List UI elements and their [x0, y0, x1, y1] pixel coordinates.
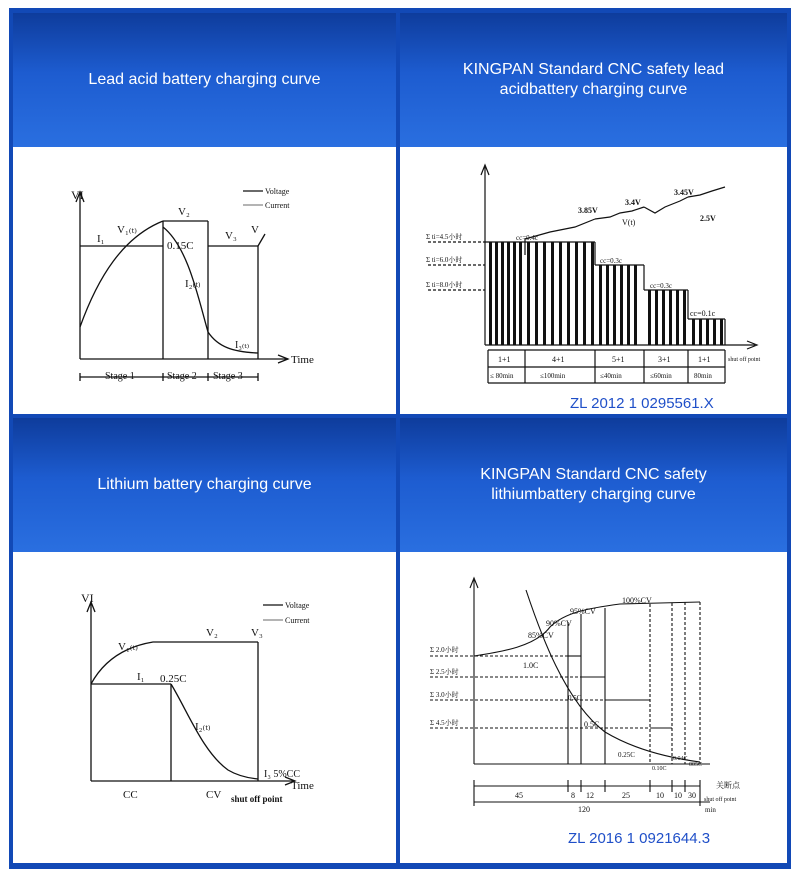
header-lithium	[13, 418, 396, 552]
lead-v3: V₃	[225, 230, 237, 242]
frame	[9, 8, 791, 869]
kl-sum3: Σ ti=8.0小时	[426, 281, 463, 289]
lead-x-axis: Time	[291, 354, 314, 366]
lead-stage1: Stage 1	[105, 371, 135, 382]
li-i2: I₂₍ₜ₎	[195, 721, 211, 733]
kingpan-lead-diagram	[400, 147, 787, 414]
kli-s1: Σ 2.0小时	[430, 646, 459, 654]
li-025c: 0.25C	[160, 673, 187, 685]
kl-v34: 3.4V	[625, 198, 641, 207]
li-shut: shut off point	[231, 794, 283, 804]
kl-cc03b: cc=0.3c	[650, 282, 673, 290]
kingpan-lithium-diagram	[400, 552, 787, 863]
header-lead-acid-title: Lead acid battery charging curve	[88, 71, 321, 88]
kl-sum1: Σ ti=4.5小时	[426, 233, 463, 241]
kl-d4: ≤60min	[650, 372, 672, 380]
li-i3: I₃ 5%CC	[264, 769, 300, 780]
kl-d3: ≤40min	[600, 372, 622, 380]
header-kingpan-lithium	[400, 418, 787, 552]
kli-s2: Σ 2.5小时	[430, 668, 459, 676]
kli-c01: 0.10C	[652, 766, 667, 772]
kli-c004: 0.04C	[673, 756, 688, 762]
kli-cv95: 95%CV	[570, 607, 596, 616]
kli-cv90: 90%CV	[546, 619, 572, 628]
header-kingpan-lead	[400, 13, 787, 147]
lead-v: V	[251, 224, 259, 236]
kli-c05b: 0.5C	[584, 720, 600, 729]
lead-legend-voltage: Voltage	[265, 187, 290, 196]
kl-d1: ≤ 80min	[490, 372, 514, 380]
kl-v385: 3.85V	[578, 206, 598, 215]
li-v3: V₃	[251, 627, 263, 639]
kli-seg4: 25	[622, 791, 630, 800]
kl-v345: 3.45V	[674, 188, 694, 197]
lead-i1: I₁	[97, 233, 105, 245]
kli-seg1: 45	[515, 791, 523, 800]
lead-i3: I₃₍ₜ₎	[235, 340, 250, 351]
lead-acid-diagram	[13, 147, 396, 414]
kl-d5: 80min	[694, 372, 712, 380]
kli-shut: shut off point	[704, 797, 737, 803]
lead-015c: 0.15C	[167, 240, 194, 252]
panel-kingpan-lithium	[400, 552, 787, 863]
kl-cc03a: cc=0.3c	[600, 257, 623, 265]
header-kingpan-lead-line1: KINGPAN Standard CNC safety lead	[462, 61, 725, 78]
header-lead-acid	[13, 13, 396, 147]
header-lithium-title: Lithium battery charging curve	[97, 476, 312, 493]
kli-c025: 0.25C	[618, 751, 635, 759]
kl-d2: ≤100min	[540, 372, 566, 380]
kli-s4: Σ 4.5小时	[430, 719, 459, 727]
kli-seg6: 10	[674, 791, 682, 800]
kli-shut-cn: 关断点	[716, 781, 740, 790]
kli-min: min	[705, 806, 716, 814]
kl-cc01: cc=0.1c	[690, 309, 716, 318]
lead-i2: I₂₍ₜ₎	[185, 278, 201, 290]
li-i1: I₁	[137, 671, 145, 683]
kli-seg7: 30	[688, 791, 696, 800]
li-cc: CC	[123, 789, 138, 801]
lead-y-axis: VI	[71, 188, 84, 202]
li-cv: CV	[206, 789, 222, 801]
kli-cv85: 85%CV	[528, 631, 554, 640]
kli-seg2: 8	[571, 791, 575, 800]
li-legend-voltage: Voltage	[285, 601, 310, 610]
lead-stage3: Stage 3	[213, 371, 243, 382]
patent-lead: ZL 2012 1 0295561.X	[570, 395, 714, 412]
kli-total: 120	[578, 805, 590, 814]
kl-t3: 5+1	[612, 355, 625, 364]
kli-s3: Σ 3.0小时	[430, 691, 459, 699]
kl-vt: V(t)	[622, 218, 636, 227]
lead-legend-current: Current	[265, 201, 290, 210]
li-v2: V₂	[206, 627, 218, 639]
lead-v1: V₁₍ₜ₎	[117, 224, 137, 236]
panel-lithium	[13, 552, 396, 863]
lead-v2: V₂	[178, 206, 190, 218]
panel-lead-acid	[13, 147, 396, 414]
kli-seg3: 12	[586, 791, 594, 800]
header-kingpan-lithium-line1: KINGPAN Standard CNC safety	[480, 466, 707, 483]
kli-cv100: 100%CV	[622, 596, 652, 605]
li-y-axis: VI	[81, 591, 94, 605]
kli-seg5: 10	[656, 791, 664, 800]
kli-c005: 005C	[689, 762, 703, 768]
kli-c10: 1.0C	[523, 661, 539, 670]
kl-t4: 3+1	[658, 355, 671, 364]
patent-lithium: ZL 2016 1 0921644.3	[568, 830, 711, 847]
kl-t5: 1+1	[698, 355, 711, 364]
kl-sum2: Σ ti=6.0小时	[426, 256, 463, 264]
kl-shut: shut off point	[728, 357, 761, 363]
kl-v25: 2.5V	[700, 214, 716, 223]
li-legend-current: Current	[285, 616, 310, 625]
panel-kingpan-lead	[400, 147, 787, 414]
header-kingpan-lithium-line2: lithiumbattery charging curve	[491, 486, 696, 503]
li-x-axis: Time	[291, 780, 314, 792]
lithium-diagram	[13, 552, 396, 863]
kl-cc04: cc=0.4c	[516, 234, 539, 242]
lead-stage2: Stage 2	[167, 371, 197, 382]
kl-t2: 4+1	[552, 355, 565, 364]
header-kingpan-lead-line2: acidbattery charging curve	[499, 81, 688, 98]
li-v1: V₁₍ₜ₎	[118, 641, 138, 653]
kli-c05a: 0.5C	[568, 694, 582, 702]
kl-t1: 1+1	[498, 355, 511, 364]
